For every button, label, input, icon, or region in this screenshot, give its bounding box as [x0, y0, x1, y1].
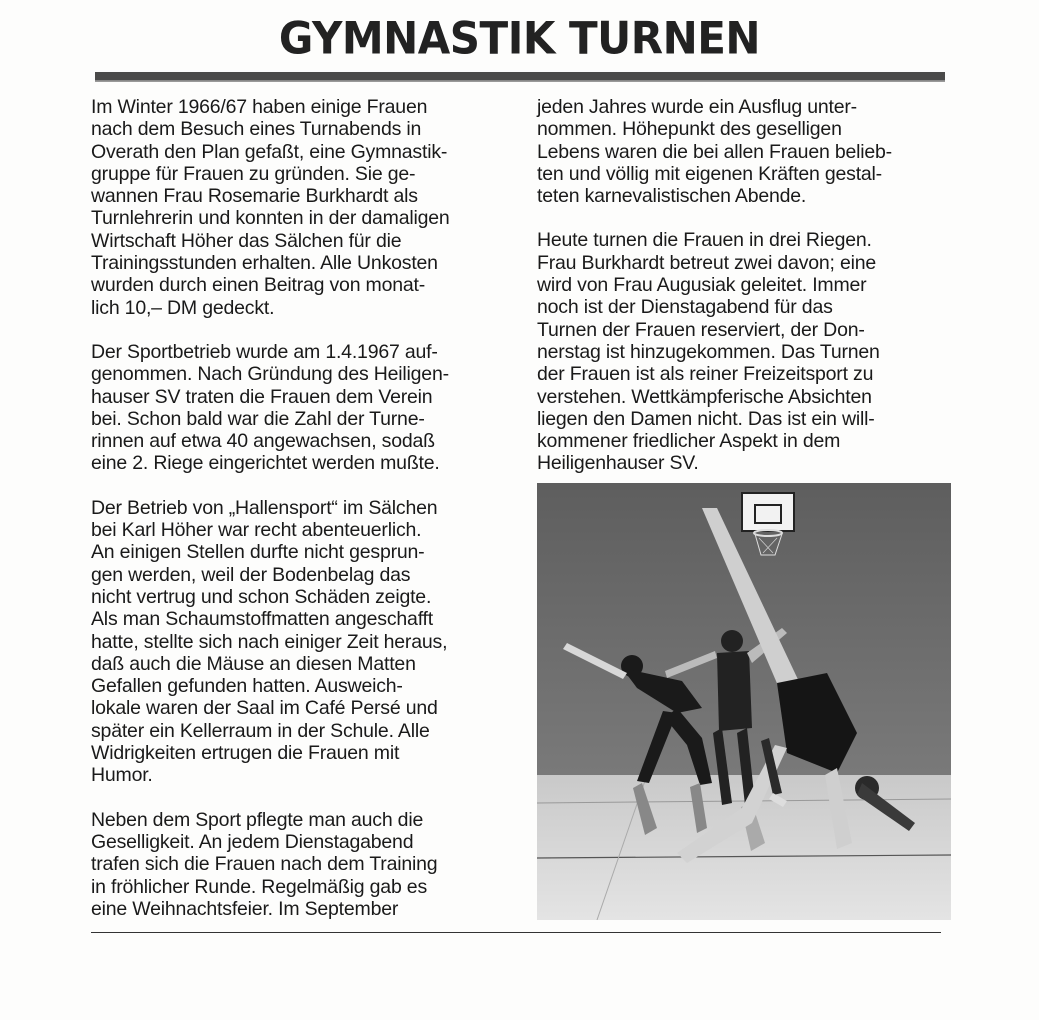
text-line: gruppe für Frauen zu gründen. Sie ge- [91, 162, 416, 185]
text-line: gen werden, weil der Bodenbelag das [91, 563, 411, 586]
text-line: Overath den Plan gefaßt, eine Gymnastik- [91, 140, 448, 163]
text-line: Geselligkeit. An jedem Dienstagabend [91, 830, 414, 853]
text-line: trafen sich die Frauen nach dem Training [91, 853, 438, 876]
text-line: Der Betrieb von „Hallensport“ im Sälchen [91, 496, 438, 519]
text-line: Heiligenhauser SV. [537, 452, 699, 475]
text-line: Heute turnen die Frauen in drei Riegen. [537, 229, 872, 252]
text-line: Humor. [91, 764, 153, 787]
paragraph [537, 229, 957, 474]
text-line: eine Weihnachtsfeier. Im September [91, 897, 399, 920]
paragraph [537, 96, 957, 207]
text-line: der Frauen ist als reiner Freizeitsport zu [537, 363, 874, 386]
text-line: Wirtschaft Höher das Sälchen für die [91, 229, 402, 252]
text-line: liegen den Damen nicht. Das ist ein will- [537, 407, 875, 430]
text-line: verstehen. Wettkämpferische Absichten [537, 385, 872, 408]
text-line: An einigen Stellen durfte nicht gesprun- [91, 541, 425, 564]
text-line: kommener friedlicher Aspekt in dem [537, 430, 841, 453]
gym-floor [537, 775, 951, 920]
text-line: Frau Burkhardt betreut zwei davon; eine [537, 251, 877, 274]
text-line: bei Karl Höher war recht abenteuerlich. [91, 519, 422, 542]
text-line: in fröhlicher Runde. Regelmäßig gab es [91, 875, 428, 898]
text-line: Der Sportbetrieb wurde am 1.4.1967 auf- [91, 340, 438, 363]
text-line: lich 10,– DM gedeckt. [91, 296, 275, 319]
text-line: lokale waren der Saal im Café Persé und [91, 697, 438, 720]
text-line: teten karnevalistischen Abende. [537, 185, 807, 208]
text-line: bei. Schon bald war die Zahl der Turne- [91, 407, 425, 430]
text-line: wird von Frau Augusiak geleitet. Immer [537, 274, 867, 297]
paragraph [91, 96, 511, 319]
text-line: hatte, stellte sich nach einiger Zeit heraus, [91, 630, 448, 653]
text-line: genommen. Nach Gründung des Heiligen- [91, 363, 449, 386]
text-line: Turnen der Frauen reserviert, der Don- [537, 318, 865, 341]
text-line: Gefallen gefunden hatten. Ausweich- [91, 675, 403, 698]
text-line: Neben dem Sport pflegte man auch die [91, 808, 424, 831]
text-line: Turnlehrerin und konnten in der damaligen [91, 207, 450, 230]
text-line: ten und völlig mit eigenen Kräften gestal- [537, 162, 882, 185]
text-line: noch ist der Dienstagabend für das [537, 296, 833, 319]
paragraph [91, 341, 511, 475]
text-line: wannen Frau Rosemarie Burkhardt als [91, 185, 418, 208]
text-line: nicht vertrug und schon Schäden zeigte. [91, 585, 432, 608]
text-line: nach dem Besuch eines Turnabends in [91, 118, 422, 141]
text-line: daß auch die Mäuse an diesen Matten [91, 652, 416, 675]
text-line: rinnen auf etwa 40 angewachsen, sodaß [91, 430, 435, 453]
text-line: Als man Schaumstoffmatten angeschafft [91, 608, 433, 631]
text-line: wurden durch einen Beitrag von monat- [91, 274, 426, 297]
text-line: Lebens waren die bei allen Frauen belieb- [537, 140, 892, 163]
text-line: nerstag ist hinzugekommen. Das Turnen [537, 340, 880, 363]
text-line: nommen. Höhepunkt des geselligen [537, 118, 842, 141]
bottom-rule [91, 932, 941, 933]
right-text-column [537, 96, 957, 497]
text-line: Im Winter 1966/67 haben einige Frauen [91, 96, 428, 118]
page-title: GYMNASTIK TURNEN [278, 12, 761, 65]
text-line: Widrigkeiten ertrugen die Frauen mit [91, 742, 400, 765]
text-line: Trainingsstunden erhalten. Alle Unkosten [91, 252, 438, 275]
paragraph [91, 497, 511, 787]
paragraph [91, 809, 511, 920]
text-line: später ein Kellerraum in der Schule. Alle [91, 719, 430, 742]
title-rule [95, 72, 945, 81]
text-line: jeden Jahres wurde ein Ausflug unter- [537, 96, 857, 118]
gymnastics-photo [537, 483, 951, 920]
photo-illustration [537, 483, 951, 920]
left-text-column [91, 96, 511, 942]
text-line: hauser SV traten die Frauen dem Verein [91, 385, 433, 408]
text-line: eine 2. Riege eingerichtet werden mußte. [91, 452, 440, 475]
